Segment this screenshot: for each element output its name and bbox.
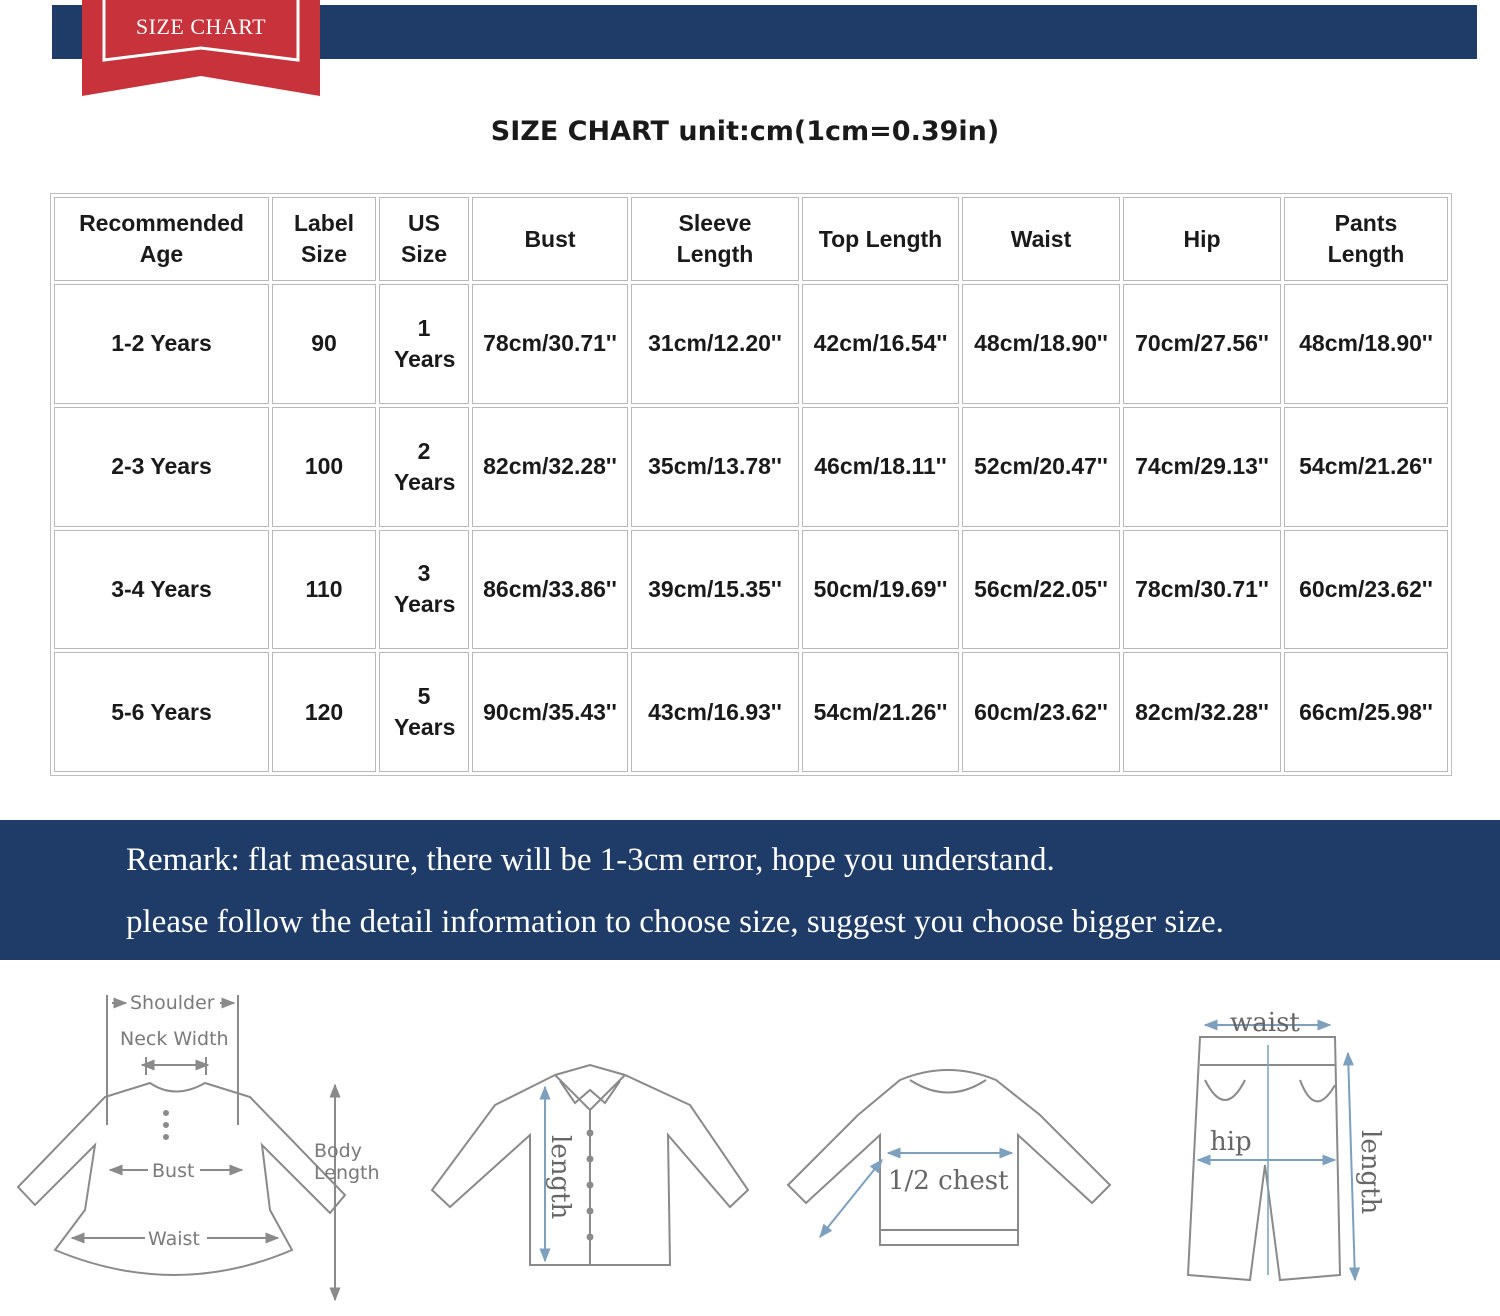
header-cell: Top Length	[802, 197, 959, 281]
table-cell: 1-2 Years	[54, 284, 269, 404]
badge-label: SIZE CHART	[135, 14, 267, 39]
table-cell: 48cm/18.90''	[1284, 284, 1448, 404]
diagram-label: waist	[1230, 1008, 1300, 1038]
table-cell: 52cm/20.47''	[962, 407, 1120, 527]
table-cell: 2 Years	[379, 407, 469, 527]
table-row	[54, 530, 1448, 650]
remark-text: Remark: flat measure, there will be 1-3cm error, hope you understand.	[126, 842, 1055, 878]
shirt-diagram	[432, 1065, 748, 1265]
table-row	[54, 652, 1448, 772]
table-cell: 78cm/30.71''	[1123, 530, 1281, 650]
table-cell: 54cm/21.26''	[802, 652, 959, 772]
table-cell: 82cm/32.28''	[472, 407, 628, 527]
table-cell: 5-6 Years	[54, 652, 269, 772]
header-cell: Waist	[962, 197, 1120, 281]
table-cell: 46cm/18.11''	[802, 407, 959, 527]
table-cell: 56cm/22.05''	[962, 530, 1120, 650]
table-row	[54, 407, 1448, 527]
table-cell: 110	[272, 530, 376, 650]
diagram-label: Shoulder	[130, 992, 215, 1014]
table-cell: 42cm/16.54''	[802, 284, 959, 404]
chart-title: SIZE CHART unit:cm(1cm=0.39in)	[490, 116, 1000, 147]
table-cell: 70cm/27.56''	[1123, 284, 1281, 404]
table-cell: 1 Years	[379, 284, 469, 404]
header-cell: Hip	[1123, 197, 1281, 281]
table-cell: 2-3 Years	[54, 407, 269, 527]
table-cell: 35cm/13.78''	[631, 407, 799, 527]
measurement-diagrams	[0, 975, 1500, 1315]
table-cell: 60cm/23.62''	[962, 652, 1120, 772]
table-cell: 3-4 Years	[54, 530, 269, 650]
table-cell: 90	[272, 284, 376, 404]
diagram-label: Neck Width	[120, 1028, 229, 1050]
header-cell: US Size	[379, 197, 469, 281]
table-cell: 86cm/33.86''	[472, 530, 628, 650]
pants-diagram	[1188, 1037, 1340, 1280]
table-cell: 78cm/30.71''	[472, 284, 628, 404]
header-cell: Sleeve Length	[631, 197, 799, 281]
diagram-label: length	[1355, 1130, 1385, 1215]
diagram-label: Body	[314, 1140, 362, 1162]
table-cell: 5 Years	[379, 652, 469, 772]
table-cell: 3 Years	[379, 530, 469, 650]
table-cell: 66cm/25.98''	[1284, 652, 1448, 772]
header-cell: Pants Length	[1284, 197, 1448, 281]
diagram-label: 1/2 chest	[888, 1166, 1009, 1196]
table-cell: 31cm/12.20''	[631, 284, 799, 404]
table-cell: 54cm/21.26''	[1284, 407, 1448, 527]
table-cell: 50cm/19.69''	[802, 530, 959, 650]
table-cell: 48cm/18.90''	[962, 284, 1120, 404]
table-row	[54, 284, 1448, 404]
table-header-row	[54, 197, 1448, 281]
table-cell: 39cm/15.35''	[631, 530, 799, 650]
header-cell: Label Size	[272, 197, 376, 281]
sweater-diagram	[788, 1070, 1110, 1245]
header-cell: Bust	[472, 197, 628, 281]
diagram-label: Bust	[152, 1160, 195, 1182]
table-cell: 120	[272, 652, 376, 772]
diagram-label: Length	[314, 1162, 380, 1184]
table-cell: 100	[272, 407, 376, 527]
remark-text: please follow the detail information to choose size, suggest you choose bigger size.	[126, 904, 1224, 940]
diagram-label: hip	[1210, 1127, 1252, 1157]
header-cell: Recommended Age	[54, 197, 269, 281]
table-cell: 43cm/16.93''	[631, 652, 799, 772]
table-cell: 74cm/29.13''	[1123, 407, 1281, 527]
diagram-label: length	[545, 1135, 575, 1220]
size-table	[50, 193, 1452, 776]
table-cell: 60cm/23.62''	[1284, 530, 1448, 650]
table-cell: 90cm/35.43''	[472, 652, 628, 772]
diagram-label: Waist	[148, 1228, 200, 1250]
table-cell: 82cm/32.28''	[1123, 652, 1281, 772]
